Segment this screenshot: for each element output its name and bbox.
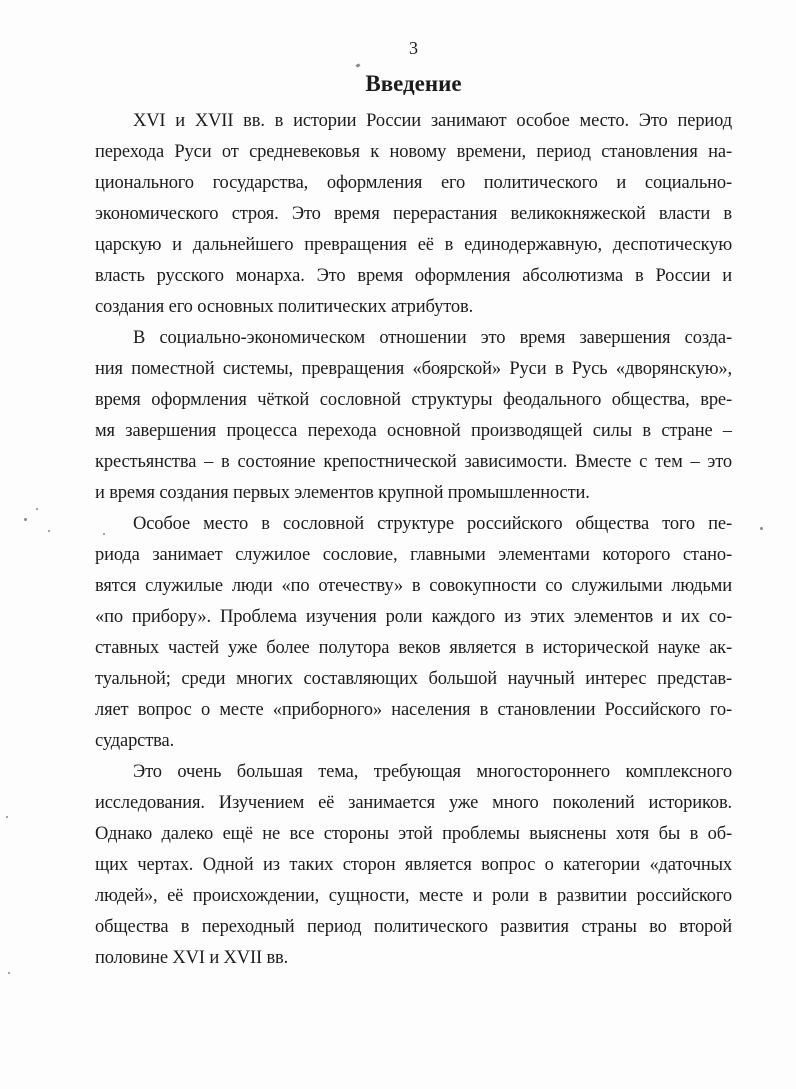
text-line: сударства.: [95, 731, 175, 751]
page-number: 3: [409, 38, 418, 58]
paragraph: [95, 106, 732, 323]
scan-artifact: [6, 816, 8, 818]
text-line: Особое место в сословной структуре российского общества того пе-: [133, 514, 732, 534]
text-line: ционального государства, оформления его политического и социально-: [95, 173, 732, 193]
text-line: людей», её происхождении, сущности, месте и роли в развитии российского: [95, 886, 732, 906]
body-text: [95, 106, 732, 974]
text-line: Однако далеко ещё не все стороны этой проблемы выяснены хотя бы в об-: [95, 824, 732, 844]
text-line: В социально-экономическом отношении это время завершения созда-: [133, 328, 732, 348]
text-line: ставных частей уже более полутора веков является в исторической науке ак-: [95, 638, 732, 658]
text-line: экономического строя. Это время перерастания великокняжеской власти в: [95, 204, 732, 224]
text-line: «по прибору». Проблема изучения роли каждого из этих элементов и их со-: [95, 607, 732, 627]
text-line: туальной; среди многих составляющих большой научный интерес представ-: [95, 669, 732, 689]
scan-artifact: [48, 530, 50, 532]
scan-artifact: [8, 972, 10, 974]
text-line: половине XVI и XVII вв.: [95, 948, 289, 968]
text-line: вятся служилые люди «по отечеству» в совокупности со служилыми людьми: [95, 576, 732, 596]
text-line: XVI и XVII вв. в истории России занимают особое место. Это период: [133, 111, 732, 131]
text-line: ляет вопрос о месте «приборного» населения в становлении Российского го-: [95, 700, 732, 720]
paragraph: [95, 323, 732, 509]
scan-artifact: [36, 508, 38, 510]
text-line: Это очень большая тема, требующая многостороннего комплексного: [133, 762, 732, 782]
paragraph: [95, 509, 732, 757]
text-line: крестьянства – в состояние крепостнической зависимости. Вместе с тем – это: [95, 452, 732, 472]
text-line: власть русского монарха. Это время оформления абсолютизма в России и: [95, 266, 732, 286]
text-line: риода занимает служилое сословие, главными элементами которого стано-: [95, 545, 732, 565]
text-line: царскую и дальнейшего превращения её в единодержавную, деспотическую: [95, 235, 732, 255]
text-line: перехода Руси от средневековья к новому времени, период становления на-: [95, 142, 732, 162]
paragraph: [95, 757, 732, 974]
section-title: Введение: [365, 71, 462, 96]
text-line: общества в переходный период политического развития страны во второй: [95, 917, 732, 937]
text-line: время оформления чёткой сословной структуры феодального общества, вре-: [95, 390, 732, 410]
scan-artifact: [24, 518, 27, 521]
text-line: щих чертах. Одной из таких сторон является вопрос о категории «даточных: [95, 855, 732, 875]
text-line: и время создания первых элементов крупной промышленности.: [95, 483, 590, 503]
scan-artifact: [760, 527, 763, 530]
text-line: ния поместной системы, превращения «боярской» Руси в Русь «дворянскую»,: [95, 359, 732, 379]
text-line: исследования. Изучением её занимается уже много поколений историков.: [95, 793, 732, 813]
text-line: мя завершения процесса перехода основной производящей силы в стране –: [95, 421, 732, 441]
page-content: [95, 38, 732, 974]
text-line: создания его основных политических атрибутов.: [95, 297, 474, 317]
